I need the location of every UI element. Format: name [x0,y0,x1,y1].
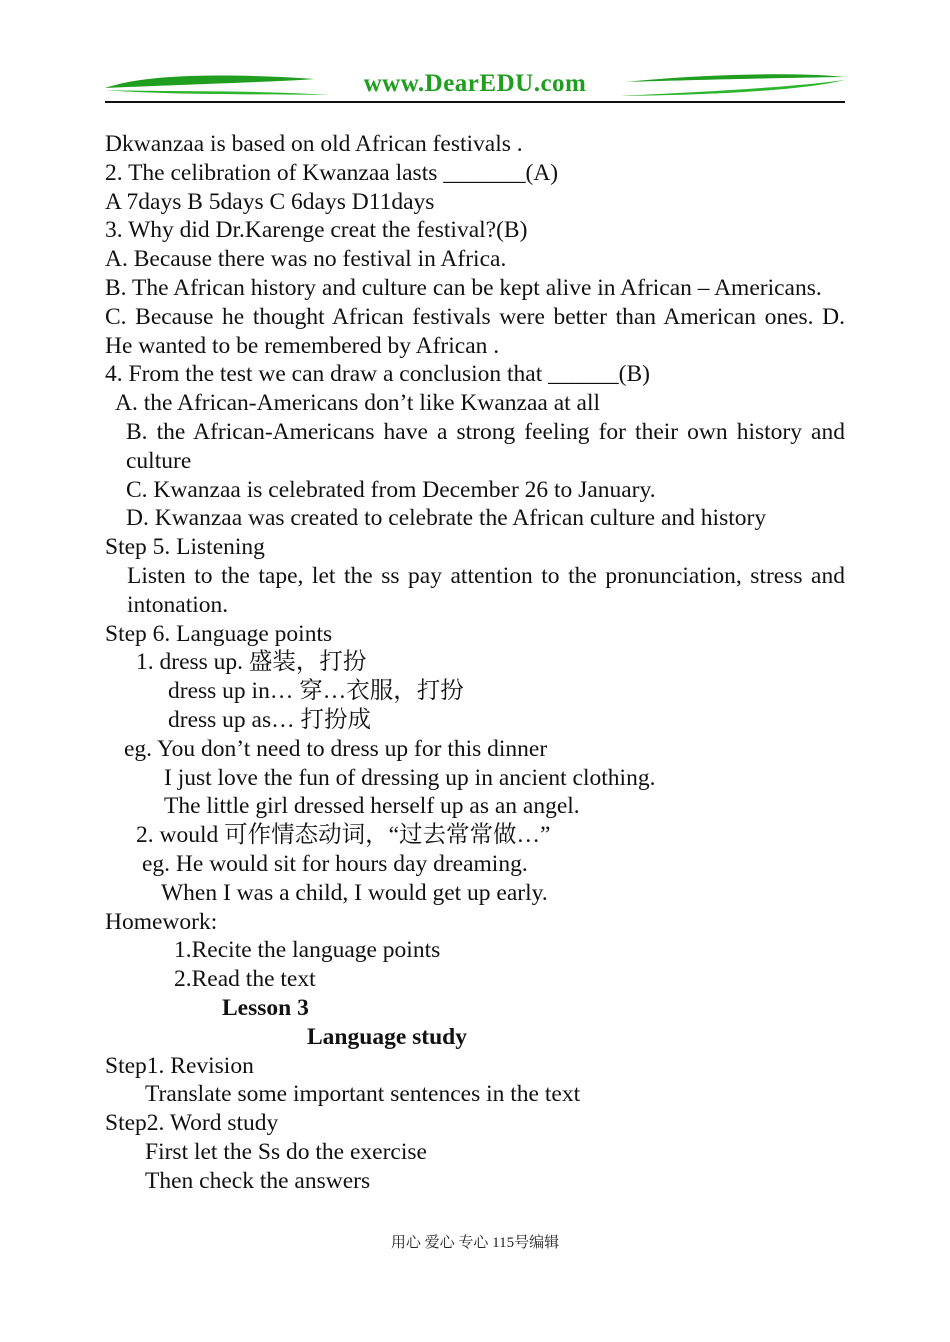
step-6-heading: Step 6. Language points [105,620,333,647]
site-logo-text[interactable]: www.DearEDU.com [363,70,587,97]
homework-item: 2.Read the text [174,966,316,993]
homework-heading: Homework: [105,908,218,935]
question-3-option-c-d: C. Because he thought African festivals were better than American ones. D. He wanted to be remembered by African . [105,303,845,359]
step-2-text: Then check the answers [145,1167,371,1194]
step-5-text-content: Listen to the tape, let the ss pay attention to the pronunciation, stress and intonation. [127,562,845,618]
example-line: eg. He would sit for hours day dreaming. [142,850,528,877]
step-2-text: First let the Ss do the exercise [145,1138,427,1165]
homework-item: 1.Recite the language points [174,937,441,964]
question-3-option-b: B. The African history and culture can be kept alive in African – Americans. [105,274,822,301]
step-5-text [105,562,845,620]
lesson-subtitle: Language study [307,1023,467,1050]
question-4-option-c: C. Kwanzaa is celebrated from December 26 to January. [126,476,656,503]
example-line: The little girl dressed herself up as an angel. [164,793,580,820]
step-1-heading: Step1. Revision [105,1052,254,1079]
language-point-2: 2. would 可作情态动词，“过去常常做…” [136,822,551,849]
example-line: eg. You don’t need to dress up for this dinner [124,735,548,762]
question-2-options: A 7days B 5days C 6days D11days [105,188,435,215]
step-2-heading: Step2. Word study [105,1110,279,1137]
question-3-option-a: A. Because there was no festival in Africa. [105,246,507,273]
question-4-option-d: D. Kwanzaa was created to celebrate the African culture and history [126,505,767,532]
question-3: 3. Why did Dr.Karenge creat the festival?(B) [105,217,528,244]
question-4: 4. From the test we can draw a conclusion that ______(B) [105,361,650,388]
step-1-text: Translate some important sentences in the text [145,1081,581,1108]
question-4-option-b: B. the African-Americans have a strong feeling for their own history and culture [126,418,845,474]
language-point-1-sub: dress up as… 打扮成 [168,706,371,733]
question-4-option-a: A. the African-Americans don’t like Kwanzaa at all [115,390,601,417]
lesson-title: Lesson 3 [222,994,309,1021]
text-line: Dkwanzaa is based on old African festivals . [105,131,523,157]
document-body [105,130,845,1195]
language-point-1-sub: dress up in… 穿…衣服，打扮 [168,678,464,705]
page-footer: 用心 爱心 专心 115号编辑 [390,1235,560,1251]
site-header [105,68,845,104]
language-point-1: 1. dress up. 盛装，打扮 [136,649,367,676]
step-5-heading: Step 5. Listening [105,534,265,561]
example-line: I just love the fun of dressing up in ancient clothing. [164,764,656,791]
question-2: 2. The celibration of Kwanzaa lasts _______(A) [105,159,559,186]
header-divider [105,101,845,103]
example-line: When I was a child, I would get up early. [161,879,548,906]
